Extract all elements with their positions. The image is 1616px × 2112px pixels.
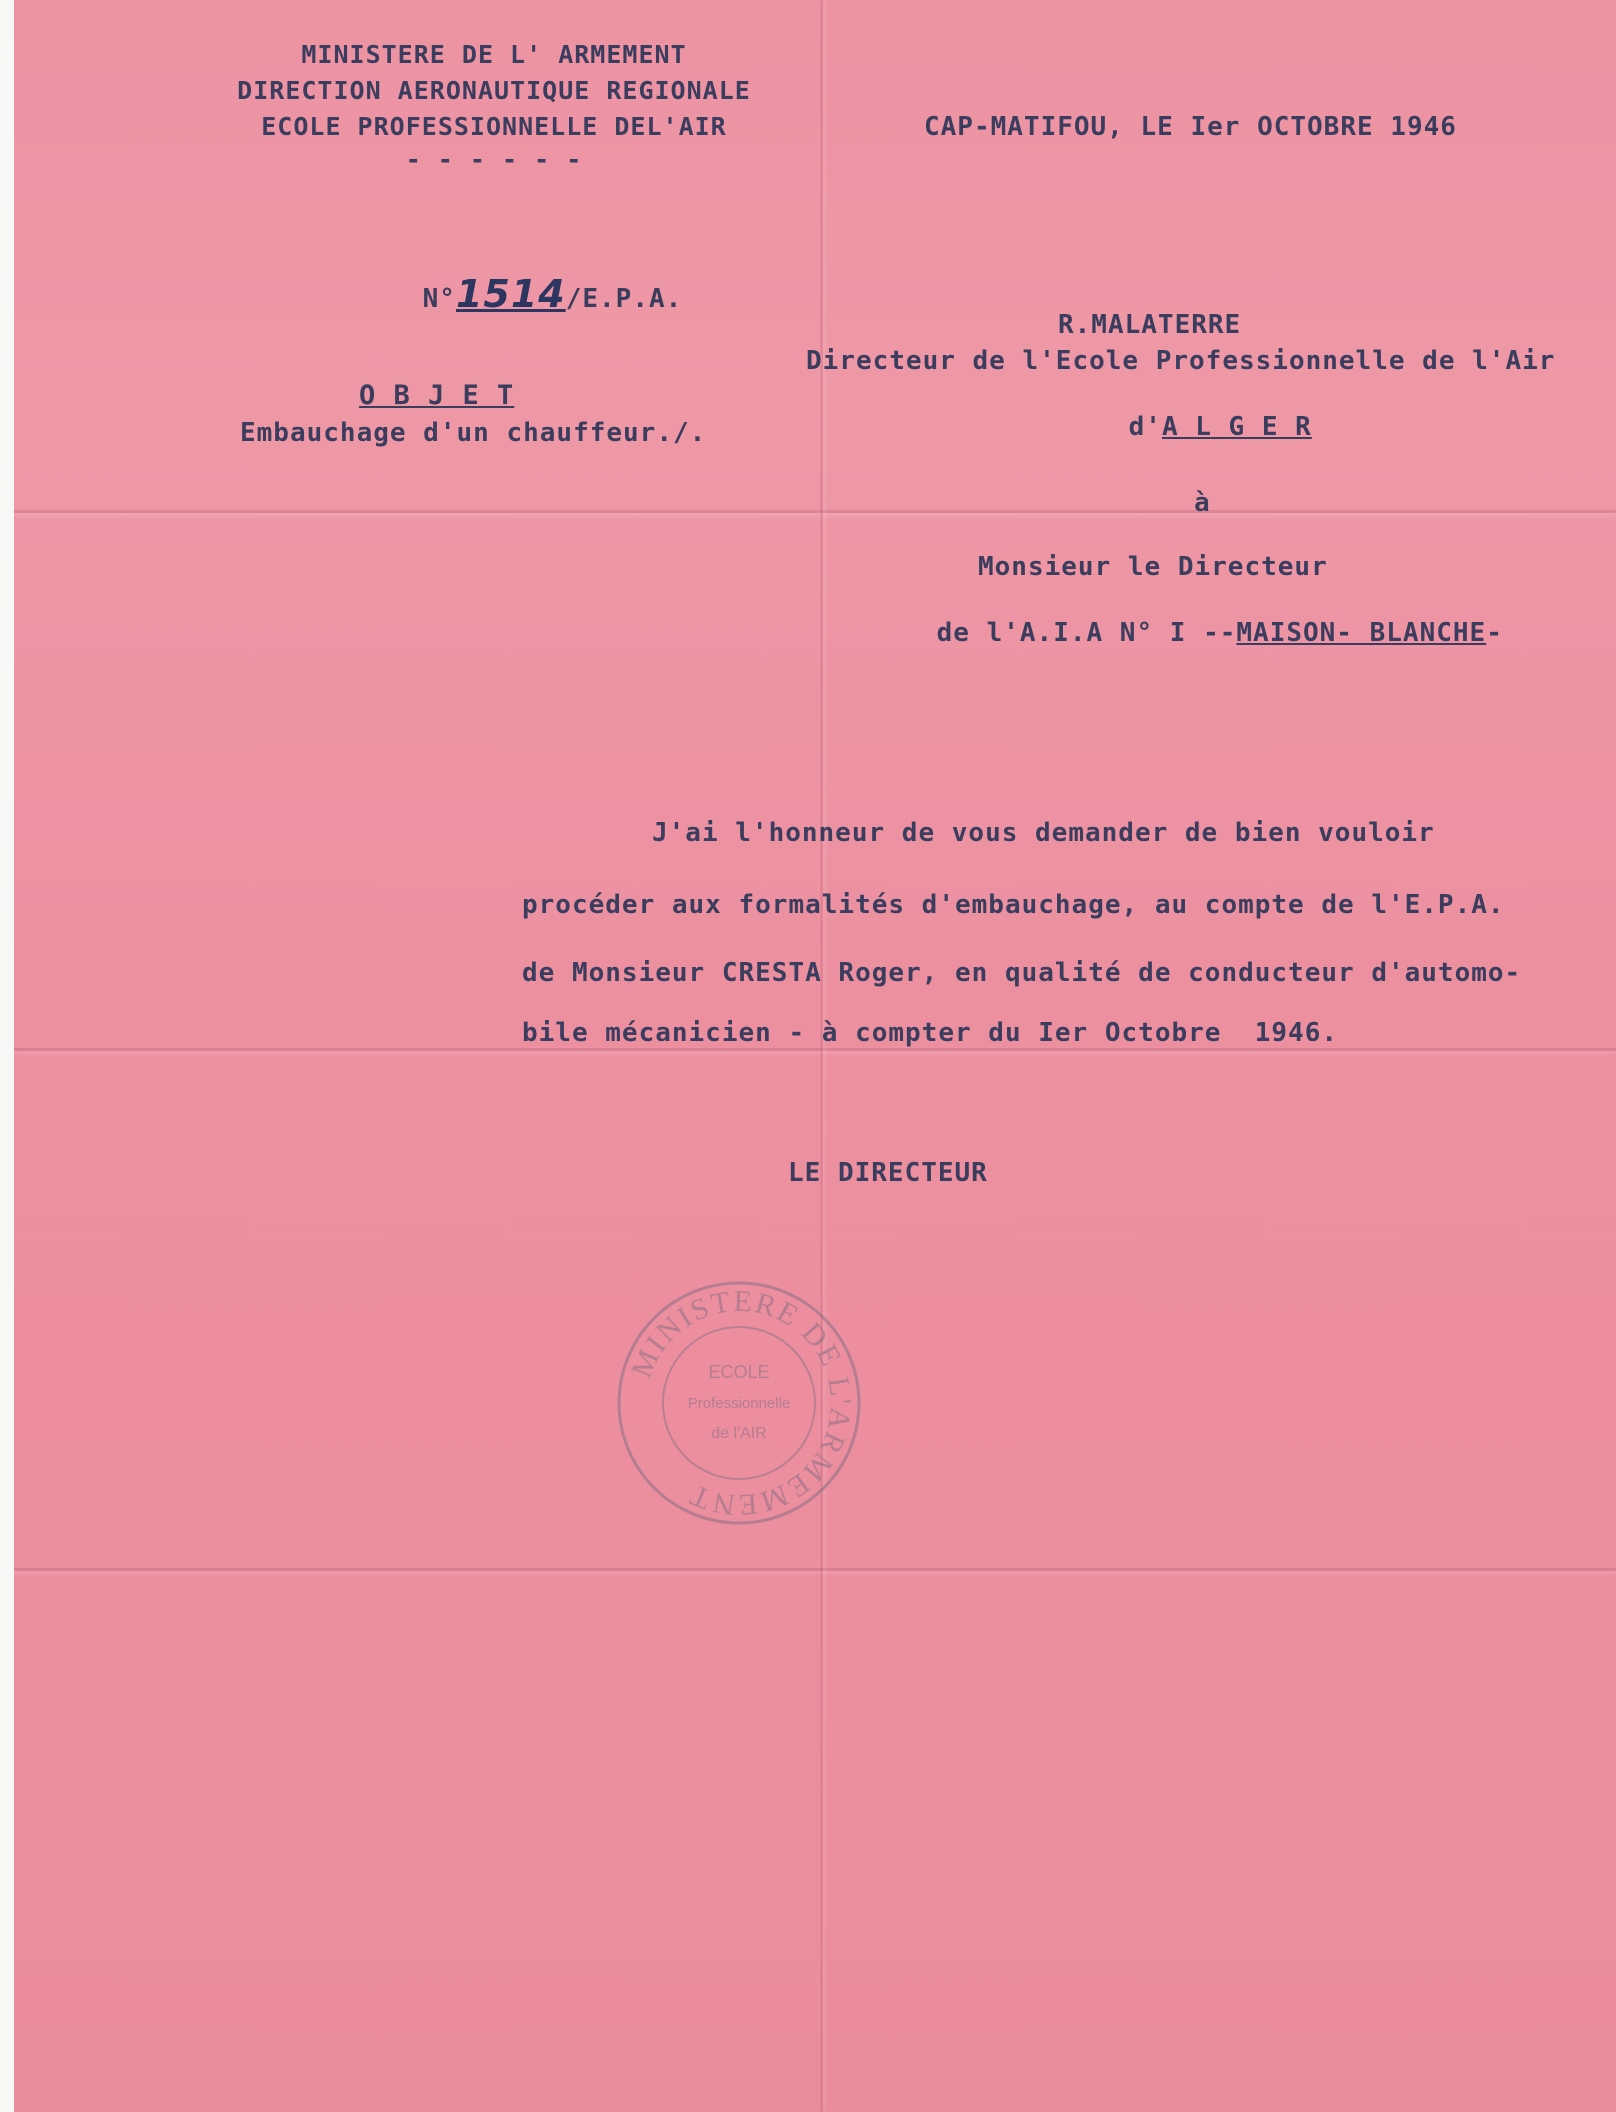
ministry-name: MINISTERE DE L' ARMEMENT: [301, 40, 687, 69]
date-line: CAP-MATIFOU, LE Ier OCTOBRE 1946: [924, 112, 1457, 142]
body-line-4: bile mécanicien - à compter du Ier Octobre 1946.: [522, 1018, 1339, 1048]
fold-line: [820, 0, 823, 2112]
recipient-line-2: [870, 588, 1503, 678]
objet-text: Embauchage d'un chauffeur./.: [240, 418, 707, 448]
objet-label: O B J E T: [359, 380, 515, 411]
stamp-ring-text: MINISTERE DE L'ARMEMENT: [624, 1284, 858, 1522]
recipient-suffix: -: [1486, 618, 1503, 648]
reference-suffix: /E.P.A.: [565, 284, 683, 314]
school-name: ECOLE PROFESSIONNELLE DEL'AIR: [261, 112, 727, 141]
fold-line: [14, 1048, 1616, 1051]
fold-line: [14, 1568, 1616, 1571]
recipient-prefix: de l'A.I.A N° I --: [936, 618, 1237, 648]
reference-number: [356, 242, 682, 346]
direction-name: DIRECTION AERONAUTIQUE REGIONALE: [237, 76, 751, 105]
official-stamp: [614, 1278, 864, 1528]
reference-handwritten-number: 1514: [455, 272, 566, 316]
body-line-2: procéder aux formalités d'embauchage, au compte de l'E.P.A.: [522, 890, 1505, 920]
sender-title: Directeur de l'Ecole Professionnelle de l'Air: [806, 346, 1556, 376]
sender-name: R.MALATERRE: [1058, 310, 1242, 340]
sender-city-prefix: d': [1128, 412, 1162, 442]
stamp-line-1: ECOLE: [708, 1362, 770, 1382]
reference-prefix: N°: [422, 284, 456, 314]
addressed-to: à: [1194, 488, 1211, 518]
body-line-3: de Monsieur CRESTA Roger, en qualité de conducteur d'automo-: [522, 958, 1522, 988]
body-line-1: J'ai l'honneur de vous demander de bien vouloir: [652, 818, 1435, 848]
sender-city: [1062, 382, 1312, 472]
signature-title: LE DIRECTEUR: [788, 1158, 988, 1188]
recipient-place: MAISON- BLANCHE: [1236, 618, 1487, 648]
stamp-line-3: de l'AIR: [711, 1425, 767, 1442]
sender-city-name: A L G E R: [1161, 412, 1312, 442]
recipient-line-1: Monsieur le Directeur: [978, 552, 1328, 582]
header-divider: - - - - - -: [405, 145, 583, 174]
stamp-line-2: Professionnelle: [687, 1395, 791, 1412]
fold-line: [14, 510, 1616, 513]
letter-sheet: [14, 0, 1616, 2112]
